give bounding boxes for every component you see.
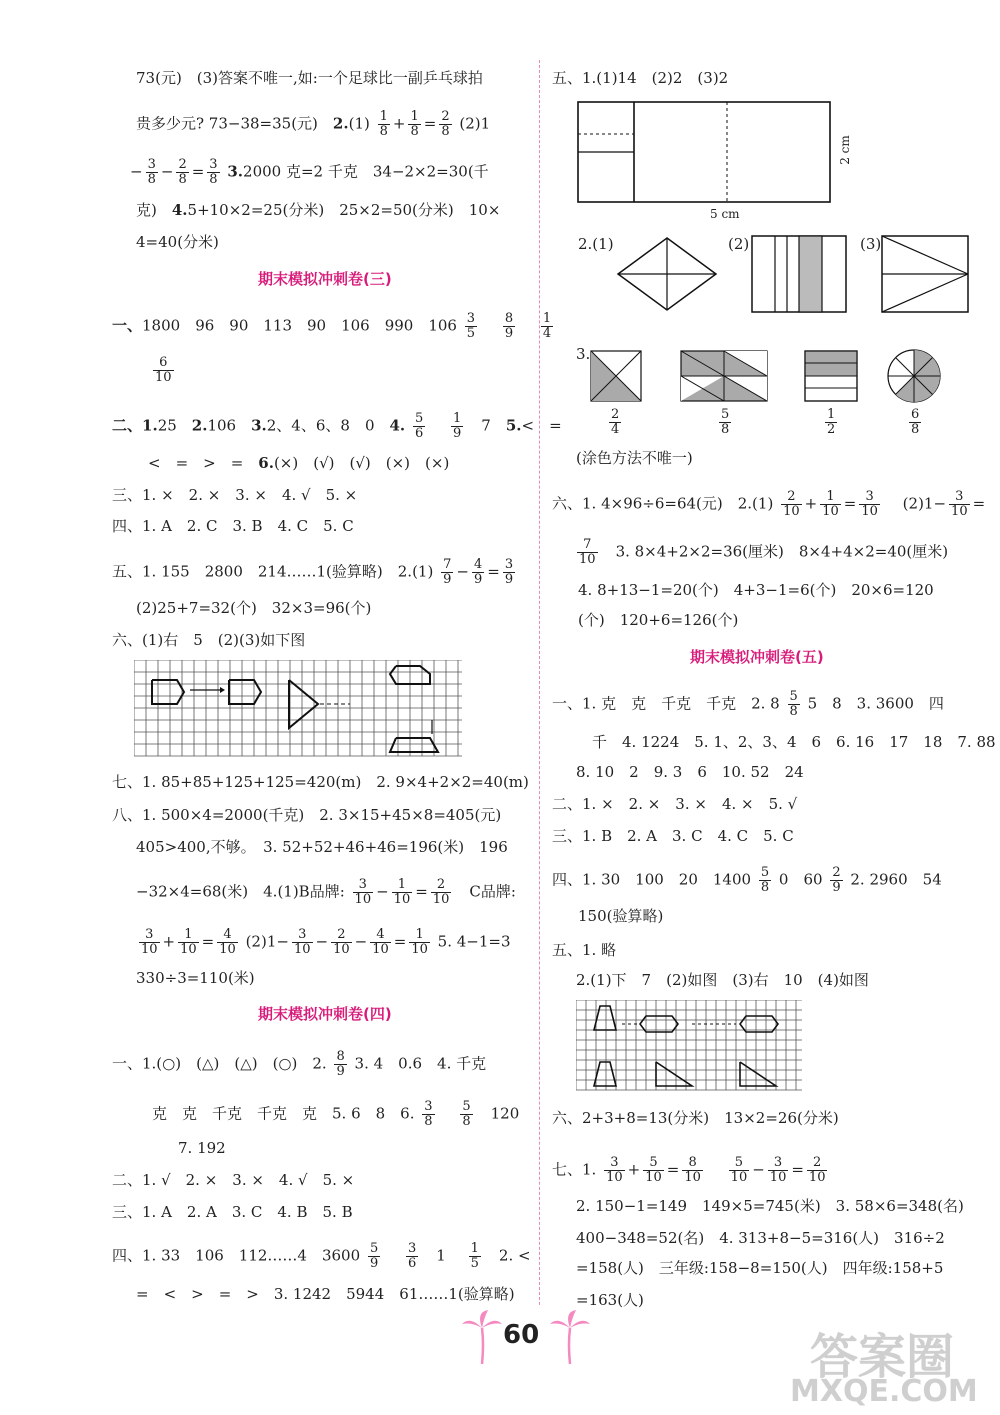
text: 贵多少元? 73−38=35(元) [136, 114, 333, 133]
rectangle-stripes-figure [750, 234, 850, 314]
answer-line: 四、1. 30 100 20 1400 $\frac{5}{8}$ 0 60 $\frac{2}{9}$ 2. 2960 54 [552, 865, 942, 895]
fraction: $\frac{5}{8}$ [760, 865, 770, 895]
rectangle-halves-figure [804, 350, 858, 402]
answer-line: 400−348=52(名) 4. 313+8−5=316(人) 316÷2 [576, 1229, 945, 1247]
text: 2000 克=2 千克 34−2×2=30(千 [243, 162, 489, 181]
answer-line: 三、1. A 2. A 3. C 4. B 5. B [112, 1203, 353, 1221]
answer-line: 3. [576, 345, 591, 363]
answer-line: 150(验算略) [578, 907, 664, 925]
answer-line: 一、1. 克 克 千克 千克 2. 8 $\frac{5}{8}$ 5 8 3. 3600 四 [552, 689, 944, 719]
fraction: $\frac{2}{10}$ [783, 489, 800, 519]
fraction: $\frac{1}{10}$ [180, 927, 197, 957]
answer-line: 七、1. 85+85+125+125=420(m) 2. 9×4+2×2=40(m) [112, 773, 529, 791]
fraction: $\frac{3}{9}$ [504, 557, 514, 587]
answer-line: 八、1. 500×4=2000(千克) 2. 3×15+45×8=405(元) [112, 806, 502, 824]
answer-line: 4=40(分米) [136, 233, 219, 251]
answer-line: 7. 192 [178, 1139, 226, 1157]
text: (2)1 [459, 114, 491, 133]
fraction: $\frac{1}{5}$ [470, 1241, 479, 1271]
answer-line: 四、1. 33 106 112……4 3600 $\frac{5}{9}$ $\frac{3}{6}$ 1 $\frac{1}{5}$ 2. < [112, 1241, 531, 1271]
fraction: $\frac{5}{6}$ [414, 411, 424, 441]
answer-line: 五、1. 略 [552, 941, 617, 959]
fraction: $\frac{8}{9}$ [504, 311, 514, 341]
answer-line: 四、1. A 2. C 3. B 4. C 5. C [112, 517, 354, 535]
answer-line: 五、1.(1)14 (2)2 (3)2 [552, 69, 729, 87]
fraction: $\frac{3}{10}$ [293, 927, 311, 957]
fraction: $\frac{3}{8}$ [424, 1099, 433, 1129]
fraction: $\frac{2}{10}$ [808, 1155, 826, 1185]
fraction: $\frac{3}{10}$ [354, 877, 372, 907]
grid-figure-translation [134, 660, 464, 760]
fraction: $\frac{3}{10}$ [141, 927, 158, 957]
answer-line: 三、1. B 2. A 3. C 4. C 5. C [552, 827, 794, 845]
fraction: $\frac{5}{10}$ [730, 1155, 748, 1185]
answer-line: − $\frac{3}{8}$ − $\frac{2}{8}$ = $\frac{3}{8}$ 3.2000 克=2 千克 34−2×2=30(千 [130, 157, 489, 187]
fraction: $\frac{6}{8}$ [911, 407, 920, 437]
text: 3. [227, 162, 244, 181]
section-heading: 期末模拟冲刺卷(五) [690, 648, 824, 666]
answer-line: (2) [728, 235, 750, 253]
answer-line: 2.(1)下 7 (2)如图 (3)右 10 (4)如图 [576, 971, 869, 989]
rectangle-triangles-figure [880, 234, 972, 314]
fraction: $\frac{3}{10}$ [951, 489, 968, 519]
fraction: $\frac{1}{8}$ [379, 109, 388, 139]
answer-line: 8. 10 2 9. 3 6 10. 52 24 [576, 763, 804, 781]
fraction: $\frac{5}{8}$ [789, 689, 798, 719]
answer-line: −32×4=68(米) 4.(1)B品牌: $\frac{3}{10}$ − $\frac{1}{10}$ = $\frac{2}{10}$ C品牌: [136, 877, 516, 907]
grid-figure-flags [576, 1000, 804, 1092]
dimension-width-label: 5 cm [710, 207, 740, 221]
square-diagonals-figure [612, 234, 722, 314]
fraction: $\frac{3}{10}$ [861, 489, 878, 519]
answer-line: $\frac{7}{10}$ 3. 8×4+2×2=36(厘米) 8×4+4×2=40(厘米) [579, 537, 949, 567]
answer-line: =158(人) 三年级:158−8=150(人) 四年级:158+5 [576, 1259, 944, 1277]
answer-line: (2)25+7=32(个) 32×3=96(个) [136, 599, 372, 617]
answer-line [822, 408, 840, 437]
watermark-logo: 答案圈 [810, 1329, 955, 1385]
answer-line: = < > = > 3. 1242 5944 61……1(验算略) [136, 1285, 515, 1303]
fraction: $\frac{1}{10}$ [411, 927, 428, 957]
palm-tree-icon [550, 1310, 590, 1366]
fraction: $\frac{1}{10}$ [822, 489, 839, 519]
answer-line: 一、1.(○) (△) (△) (○) 2. $\frac{8}{9}$ 3. 4 0.6 4. 千克 [112, 1049, 487, 1079]
page-number: 60 [503, 1320, 540, 1350]
answer-line: 二、1. √ 2. × 3. × 4. √ 5. × [112, 1171, 355, 1189]
answer-line: 330÷3=110(米) [136, 969, 255, 987]
answer-line [606, 408, 624, 437]
fraction: $\frac{3}{5}$ [466, 311, 476, 341]
answer-line: 六、1. 4×96÷6=64(元) 2.(1) $\frac{2}{10}$ + $\frac{1}{10}$ = $\frac{3}{10}$ (2)1− $\frac{3}{10}$ = [552, 489, 986, 519]
answer-line: 二、1. × 2. × 3. × 4. × 5. √ [552, 795, 798, 813]
answer-line: 七、1. $\frac{3}{10}$ + $\frac{5}{10}$ = $\frac{8}{10}$ $\frac{5}{10}$ − $\frac{3}{10}$ = $\frac{2}{10}$ [552, 1155, 826, 1185]
fraction: $\frac{3}{10}$ [606, 1155, 623, 1185]
answer-line: (个) 120+6=126(个) [578, 611, 739, 629]
fraction: $\frac{1}{9}$ [453, 411, 462, 441]
rectangle-eighths-figure [680, 350, 770, 402]
fraction: $\frac{3}{10}$ [769, 1155, 787, 1185]
fraction: $\frac{2}{10}$ [333, 927, 350, 957]
fraction: $\frac{1}{10}$ [393, 877, 411, 907]
fraction: $\frac{6}{10}$ [155, 355, 172, 385]
fraction: $\frac{3}{8}$ [147, 157, 156, 187]
answer-line: $\frac{3}{10}$ + $\frac{1}{10}$ = $\frac{4}{10}$ (2)1− $\frac{3}{10}$ − $\frac{2}{10}$ − $\frac{4}{10}$ = $\frac{1}{10}$ 5. 4−1=3 [141, 927, 511, 957]
fraction: $\frac{4}{10}$ [372, 927, 389, 957]
fraction: $\frac{5}{9}$ [369, 1241, 379, 1271]
answer-line: 克) 4.5+10×2=25(分米) 25×2=50(分米) 10× [136, 201, 501, 219]
fraction: $\frac{1}{8}$ [410, 109, 419, 139]
fraction: $\frac{7}{9}$ [443, 557, 452, 587]
fraction: $\frac{7}{10}$ [579, 537, 596, 567]
square-quarters-figure [590, 350, 642, 402]
fraction: $\frac{5}{8}$ [462, 1099, 471, 1129]
answer-line: 克 克 千克 千克 克 5. 6 8 6. $\frac{3}{8}$ $\frac{5}{8}$ 120 [152, 1099, 520, 1129]
fraction: $\frac{5}{10}$ [645, 1155, 662, 1185]
fraction: $\frac{2}{8}$ [178, 157, 187, 187]
text: − [130, 162, 143, 181]
text: (1) [348, 114, 370, 133]
text: 2. [332, 114, 349, 133]
fraction: $\frac{1}{2}$ [827, 407, 836, 437]
answer-line: 二、1.25 2.106 3.2、4、6、8 0 4. $\frac{5}{6}$ $\frac{1}{9}$ 7 5.< = [112, 411, 562, 441]
answer-line: 2. 150−1=149 149×5=745(米) 3. 58×6=348(名) [576, 1197, 964, 1215]
answer-line: 一、1800 96 90 113 90 106 990 106 $\frac{3}{5}$ $\frac{8}{9}$ $\frac{1}{4}$ [112, 311, 552, 341]
palm-tree-icon [462, 1310, 502, 1366]
section-heading: 期末模拟冲刺卷(四) [258, 1005, 392, 1023]
section-heading: 期末模拟冲刺卷(三) [258, 270, 392, 288]
answer-line [716, 408, 734, 437]
answer-line: 4. 8+13−1=20(个) 4+3−1=6(个) 20×6=120 [578, 581, 934, 599]
fraction: $\frac{3}{6}$ [408, 1241, 417, 1271]
answer-line: < = > = 6.(×) (√) (√) (×) (×) [148, 454, 450, 472]
answer-line: 73(元) (3)答案不唯一,如:一个足球比一副乒乓球拍 [136, 69, 483, 87]
fraction: $\frac{2}{9}$ [832, 865, 841, 895]
answer-line: (涂色方法不唯一) [576, 449, 693, 467]
watermark-url: MXQE.COM [790, 1374, 978, 1409]
column-divider [539, 60, 540, 1305]
answer-line: 2.(1) [578, 235, 614, 253]
circle-eighths-figure [886, 348, 942, 404]
fraction: $\frac{1}{4}$ [542, 311, 552, 341]
answer-line [150, 356, 177, 385]
answer-line: 三、1. × 2. × 3. × 4. √ 5. × [112, 486, 358, 504]
answer-line: =163(人) [576, 1291, 644, 1309]
answer-line: 千 4. 1224 5. 1、2、3、4 6 6. 16 17 18 7. 88 [592, 733, 996, 751]
fraction: $\frac{2}{8}$ [441, 109, 450, 139]
answer-line: 六、(1)右 5 (2)(3)如下图 [112, 631, 306, 649]
dimension-height-label: 2 cm [837, 135, 852, 165]
fraction: $\frac{8}{10}$ [684, 1155, 701, 1185]
answer-line: (3) [860, 235, 882, 253]
fraction: $\frac{5}{8}$ [721, 407, 730, 437]
answer-line: 六、2+3+8=13(分米) 13×2=26(分米) [552, 1109, 839, 1127]
answer-line: 405>400,不够。 3. 52+52+46+46=196(米) 196 [136, 838, 508, 856]
answer-line: 五、1. 155 2800 214……1(验算略) 2.(1) $\frac{7}{9}$ − $\frac{4}{9}$ = $\frac{3}{9}$ [112, 557, 514, 587]
answer-line [906, 408, 924, 437]
fraction: $\frac{3}{8}$ [209, 157, 218, 187]
fraction: $\frac{2}{4}$ [611, 407, 620, 437]
fraction: $\frac{4}{9}$ [473, 557, 483, 587]
fraction: $\frac{8}{9}$ [336, 1049, 345, 1079]
fraction: $\frac{2}{10}$ [432, 877, 450, 907]
fraction: $\frac{4}{10}$ [219, 927, 236, 957]
answer-line: 贵多少元? 73−38=35(元) 2.(1) $\frac{1}{8}$ + $\frac{1}{8}$ = $\frac{2}{8}$ (2)1 [136, 109, 491, 139]
